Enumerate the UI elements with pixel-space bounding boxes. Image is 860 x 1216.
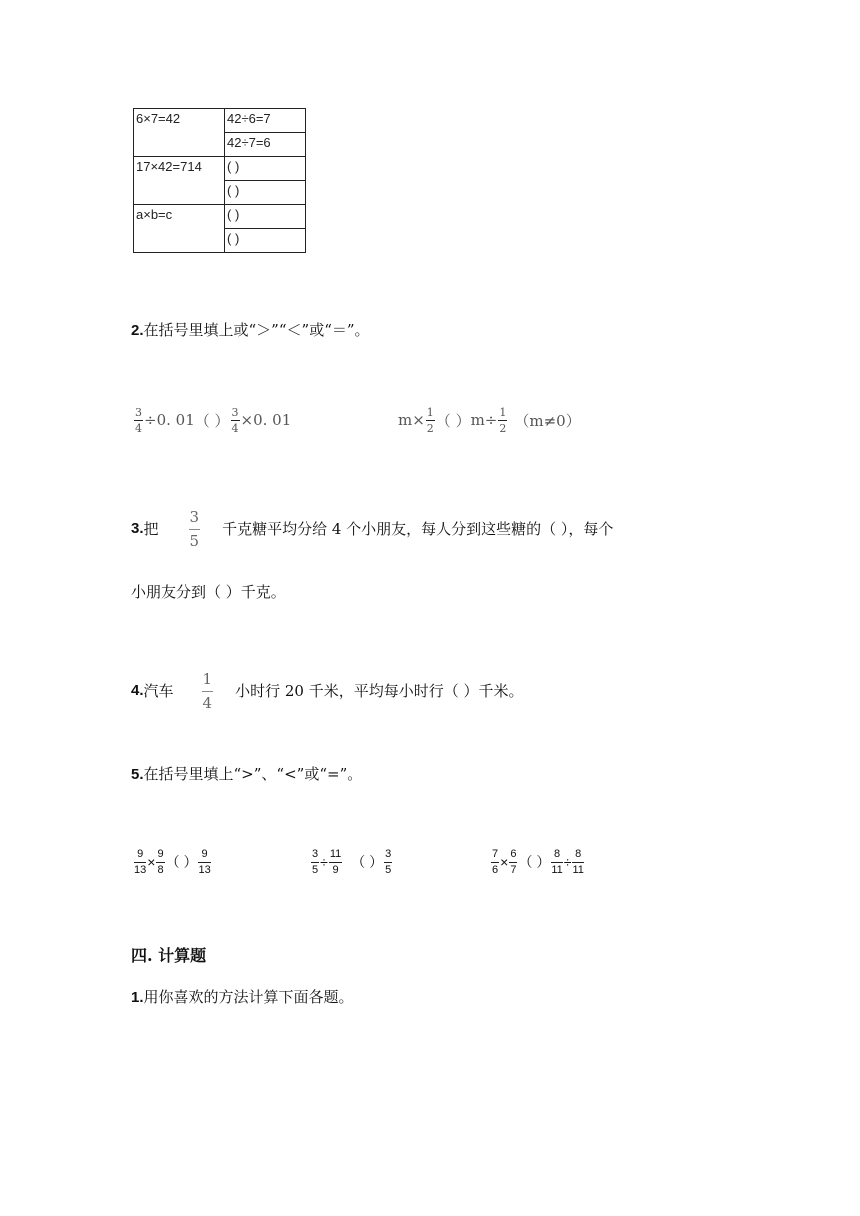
- question-text: 用你喜欢的方法计算下面各题。: [143, 988, 354, 1006]
- section-4-question-1: [131, 987, 354, 1008]
- operator: ×: [147, 854, 156, 870]
- q5-expression-2: [310, 842, 393, 882]
- expression-text: ÷0. 01: [144, 411, 195, 429]
- fraction: $\frac{3}{5}$: [385, 847, 392, 876]
- q2-expression-2: [398, 400, 581, 440]
- answer-blank[interactable]: （ ）: [194, 411, 230, 430]
- answer-blank[interactable]: ( ): [225, 205, 306, 229]
- question-number: 5.: [131, 766, 144, 783]
- fraction: $\frac{9}{13}$: [134, 847, 147, 876]
- question-3-line-2: 小朋友分到（ ）千克。: [131, 583, 286, 601]
- question-text: 把: [143, 520, 159, 538]
- table-row: [134, 157, 306, 181]
- fraction: $\frac{9}{13}$: [198, 847, 211, 876]
- question-2: [131, 320, 370, 341]
- question-text: 在括号里填上或“＞”“＜”或“＝”。: [143, 321, 370, 339]
- fraction: $\frac{1}{2}$: [499, 405, 507, 435]
- section-heading: 四. 计算题: [131, 946, 207, 965]
- question-text: 小时行 20 千米，平均每小时行（ ）千米。: [235, 682, 524, 700]
- answer-blank[interactable]: （ ）: [351, 854, 384, 870]
- operator: ÷: [320, 854, 328, 870]
- expression-text: ×0. 01: [240, 411, 292, 429]
- fraction: $\frac{9}{8}$: [157, 847, 164, 876]
- fraction: $\frac{3}{4}$: [135, 405, 142, 435]
- table-cell: 17×42=714: [134, 157, 225, 205]
- fraction: $\frac{7}{6}$: [492, 847, 499, 876]
- q2-expression-1: [133, 400, 291, 440]
- fraction: $\frac{1}{2}$: [426, 405, 434, 435]
- fraction: $\frac{3}{5}$: [312, 847, 319, 876]
- table-cell: 42÷6=7: [225, 109, 306, 133]
- fraction: $\frac{8}{11}$: [551, 847, 563, 876]
- question-text: 汽车: [143, 682, 174, 700]
- fraction: $\frac{3}{5}$: [189, 507, 200, 550]
- question-number: 4.: [131, 682, 144, 699]
- fraction: $\frac{6}{7}$: [510, 847, 517, 876]
- fraction: $\frac{11}{9}$: [329, 847, 342, 876]
- answer-blank[interactable]: （ ）: [435, 411, 471, 430]
- question-number: 1.: [131, 989, 144, 1006]
- fraction: $\frac{1}{4}$: [202, 669, 213, 712]
- question-5: [131, 764, 362, 785]
- table-row: [134, 205, 306, 229]
- table-cell: 42÷7=6: [225, 133, 306, 157]
- table-cell: 6×7=42: [134, 109, 225, 157]
- question-number: 2.: [131, 322, 144, 339]
- answer-blank[interactable]: ( ): [225, 157, 306, 181]
- fraction: $\frac{3}{4}$: [231, 405, 239, 435]
- question-3: [131, 509, 613, 549]
- q5-expression-3: [490, 842, 585, 882]
- answer-blank[interactable]: （ ）: [165, 854, 198, 870]
- division-table: [133, 108, 306, 253]
- answer-blank[interactable]: ( ): [225, 229, 306, 253]
- question-4: [131, 671, 523, 711]
- q5-expression-1: [133, 842, 212, 882]
- operator: ÷: [563, 854, 572, 870]
- question-text: 千克糖平均分给 4 个小朋友，每人分到这些糖的（ ），每个: [222, 520, 614, 538]
- question-text: 在括号里填上“>”、“<”或“=”。: [143, 765, 363, 783]
- expression-text: m×: [398, 411, 425, 429]
- expression-text: m÷: [470, 411, 498, 429]
- answer-blank[interactable]: （ ）: [518, 854, 551, 870]
- table-row: [134, 109, 306, 133]
- question-number: 3.: [131, 520, 144, 537]
- answer-blank[interactable]: ( ): [225, 181, 306, 205]
- fraction: $\frac{8}{11}$: [572, 847, 584, 876]
- operator: ×: [500, 854, 509, 870]
- expression-text: （m≠0）: [514, 411, 581, 430]
- table-cell: a×b=c: [134, 205, 225, 253]
